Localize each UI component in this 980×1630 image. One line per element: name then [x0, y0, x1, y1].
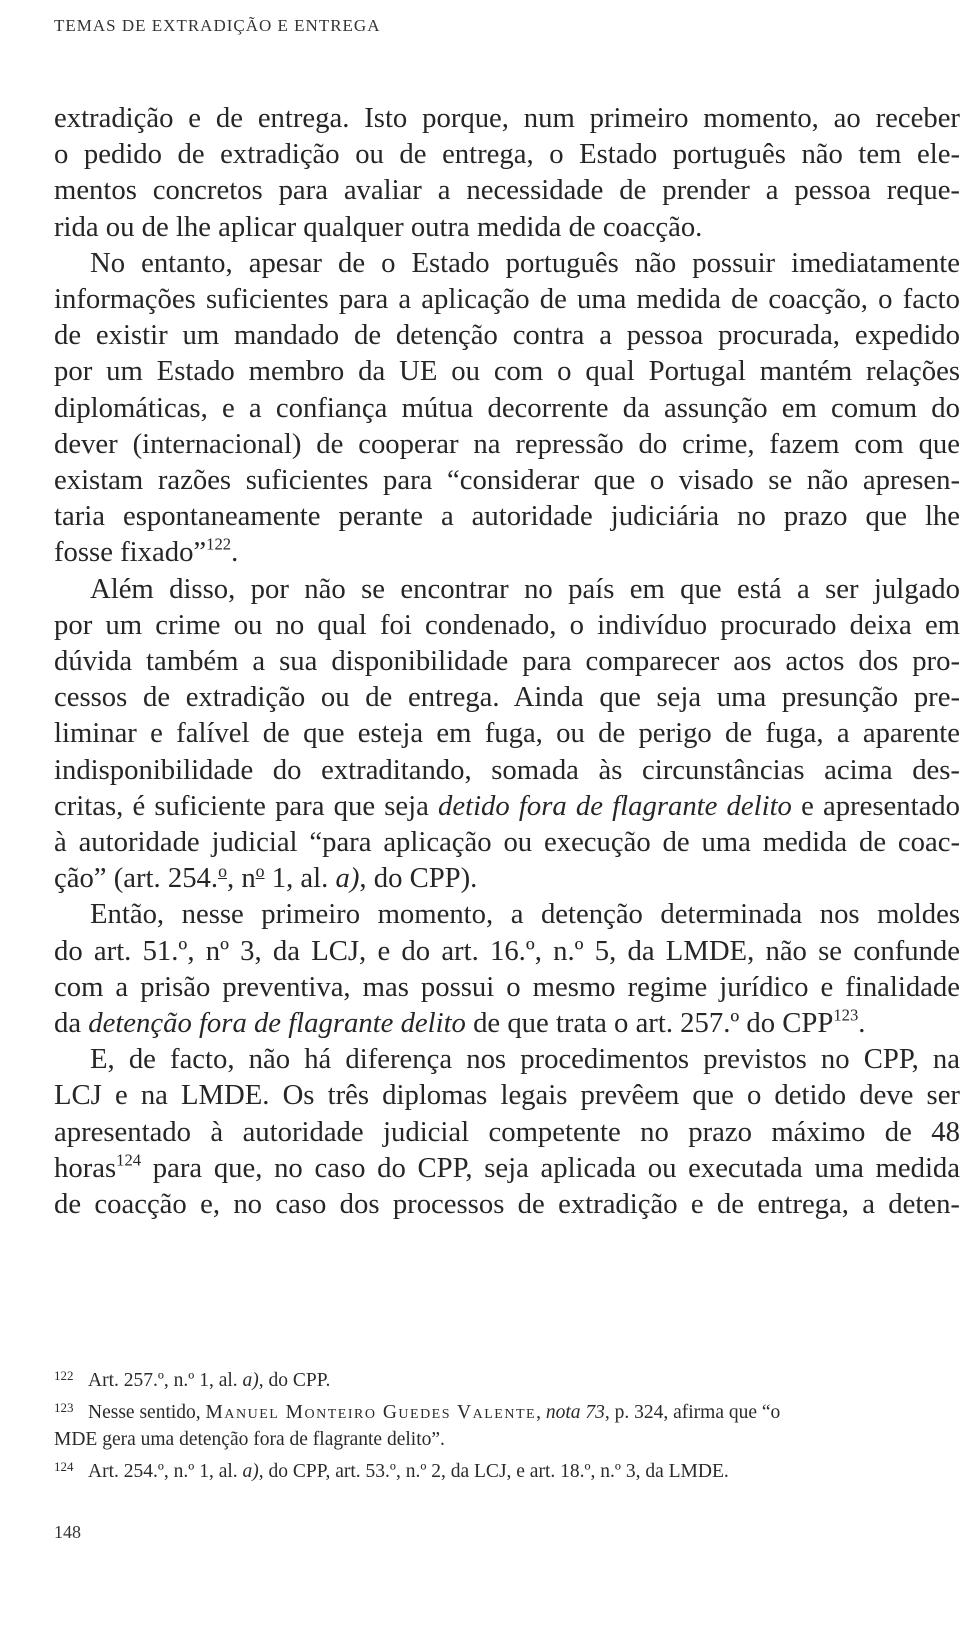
text-line: E, de facto, não há diferença nos procedimentos previstos no CPP, na: [90, 1043, 960, 1076]
italic-term: detenção fora de flagrante delito: [88, 1007, 466, 1040]
author-name: Manuel Monteiro Guedes Valente: [205, 1402, 537, 1423]
text-fragment: da: [54, 1007, 89, 1040]
text-fragment: , do CPP).: [359, 862, 478, 895]
footnote-number: 123: [54, 1400, 74, 1415]
italic-term: a): [242, 1370, 259, 1391]
text-line: mentos concretos para avaliar a necessidade de prender a pessoa reque-: [54, 174, 960, 207]
text-fragment: ção” (art. 254.: [54, 862, 219, 895]
text-fragment: de que trata o art. 257.º do CPP: [465, 1007, 834, 1040]
footnote-text: ,: [536, 1402, 546, 1423]
text-line: taria espontaneamente perante a autoridade judiciária no prazo que lhe: [54, 500, 960, 533]
text-line: rida ou de lhe aplicar qualquer outra medida de coacção.: [54, 210, 703, 243]
text-line: informações suficientes para a aplicação de uma medida de coacção, o facto: [54, 283, 960, 316]
text-line: LCJ e na LMDE. Os três diplomas legais prevêem que o detido deve ser: [54, 1079, 960, 1112]
footnote-ref-124[interactable]: 124: [116, 1150, 142, 1170]
paragraph-4: [54, 896, 960, 1041]
text-line: [54, 860, 960, 896]
text-line: por um Estado membro da UE ou com o qual Portugal mantém relações: [54, 355, 960, 388]
text-fragment: para que, no caso do CPP, seja aplicada ou executada uma medida: [141, 1151, 960, 1184]
text-fragment: .: [858, 1007, 866, 1040]
italic-term: detido fora de flagrante delito: [438, 789, 792, 822]
text-line: Então, nesse primeiro momento, a detenção determinada nos moldes: [90, 898, 960, 931]
footnote-122: [54, 1362, 960, 1394]
footnote-text: MDE gera uma detenção fora de flagrante delito”.: [54, 1429, 445, 1450]
running-header: TEMAS DE EXTRADIÇÃO E ENTREGA: [54, 16, 381, 35]
footnote-text: Art. 254.º, n.º 1, al.: [88, 1461, 243, 1482]
footnote-number: 122: [54, 1368, 74, 1383]
text-line: com a prisão preventiva, mas possui o mesmo regime jurídico e finalidade: [54, 970, 960, 1003]
footnote-ref-123[interactable]: 123: [833, 1005, 859, 1025]
footnote-text: , do CPP, art. 53.º, n.º 2, da LCJ, e art. 18.º, n.º 3, da LMDE.: [258, 1461, 729, 1482]
footnote-text: , do CPP.: [258, 1370, 331, 1391]
text-line: existam razões suficientes para “considerar que o visado se não apresen-: [54, 464, 960, 497]
paragraph-5: [54, 1041, 960, 1222]
text-line: por um crime ou no qual foi condenado, o indivíduo procurado deixa em: [54, 608, 960, 641]
page-number: 148: [54, 1522, 81, 1542]
text-fragment: , n: [226, 862, 256, 895]
text-line: dever (internacional) de cooperar na repressão do crime, fazem com que: [54, 427, 960, 460]
footnote-text: Nesse sentido,: [88, 1402, 206, 1423]
text-fragment: fosse fixado”: [54, 536, 207, 569]
paragraph-3: [54, 571, 960, 897]
text-line: extradição e de entrega. Isto porque, num primeiro momento, ao receber: [54, 102, 960, 134]
text-fragment: 1, al.: [264, 862, 336, 895]
paragraph-1: [54, 100, 960, 245]
ordinal-mark: o: [218, 861, 227, 882]
text-line: Além disso, por não se encontrar no país em que está a ser julgado: [90, 572, 960, 605]
text-line: cessos de extradição ou de entrega. Ainda que seja uma presunção pre-: [54, 681, 960, 714]
text-fragment: critas, é suficiente para que seja: [54, 789, 439, 822]
paragraph-2: [54, 245, 960, 571]
text-fragment: .: [231, 536, 239, 569]
ordinal-mark: o: [255, 861, 265, 882]
text-line: [54, 788, 960, 824]
footnotes: [54, 1362, 960, 1485]
italic-term: nota 73: [545, 1402, 605, 1423]
text-line: liminar e falível de que esteja em fuga, ou de perigo de fuga, a aparente: [54, 717, 960, 750]
text-line: dúvida também a sua disponibilidade para comparecer aos actos dos pro-: [54, 645, 960, 678]
text-line: o pedido de extradição ou de entrega, o Estado português não tem ele-: [54, 138, 960, 171]
footnote-number: 124: [54, 1459, 74, 1474]
italic-term: a): [242, 1461, 259, 1482]
text-line: [54, 1005, 960, 1041]
text-line: diplomáticas, e a confiança mútua decorrente da assunção em comum do: [54, 391, 960, 424]
text-line: No entanto, apesar de o Estado português não possuir imediatamente: [90, 246, 960, 279]
italic-term: a): [335, 862, 360, 895]
body-text: [54, 100, 960, 1222]
footnote-text: Art. 257.º, n.º 1, al.: [88, 1370, 243, 1391]
text-line: [54, 534, 960, 570]
footnote-123: [54, 1394, 960, 1453]
text-line: de coacção e, no caso dos processos de extradição e de entrega, a deten-: [54, 1188, 960, 1221]
text-line: indisponibilidade do extraditando, somada às circunstâncias acima des-: [54, 753, 960, 786]
text-line: do art. 51.º, nº 3, da LCJ, e do art. 16.º, n.º 5, da LMDE, não se confunde: [54, 934, 960, 967]
text-line: à autoridade judicial “para aplicação ou execução de uma medida de coac-: [54, 826, 960, 859]
text-line: de existir um mandado de detenção contra a pessoa procurada, expedido: [54, 319, 960, 352]
text-line: [54, 1150, 960, 1186]
footnote-ref-122[interactable]: 122: [206, 534, 232, 554]
footnote-124: [54, 1453, 960, 1485]
text-fragment: horas: [54, 1151, 117, 1184]
footnote-text: , p. 324, afirma que “o: [604, 1402, 781, 1423]
text-fragment: e apresentado: [791, 789, 960, 822]
text-line: apresentado à autoridade judicial competente no prazo máximo de 48: [54, 1115, 960, 1148]
